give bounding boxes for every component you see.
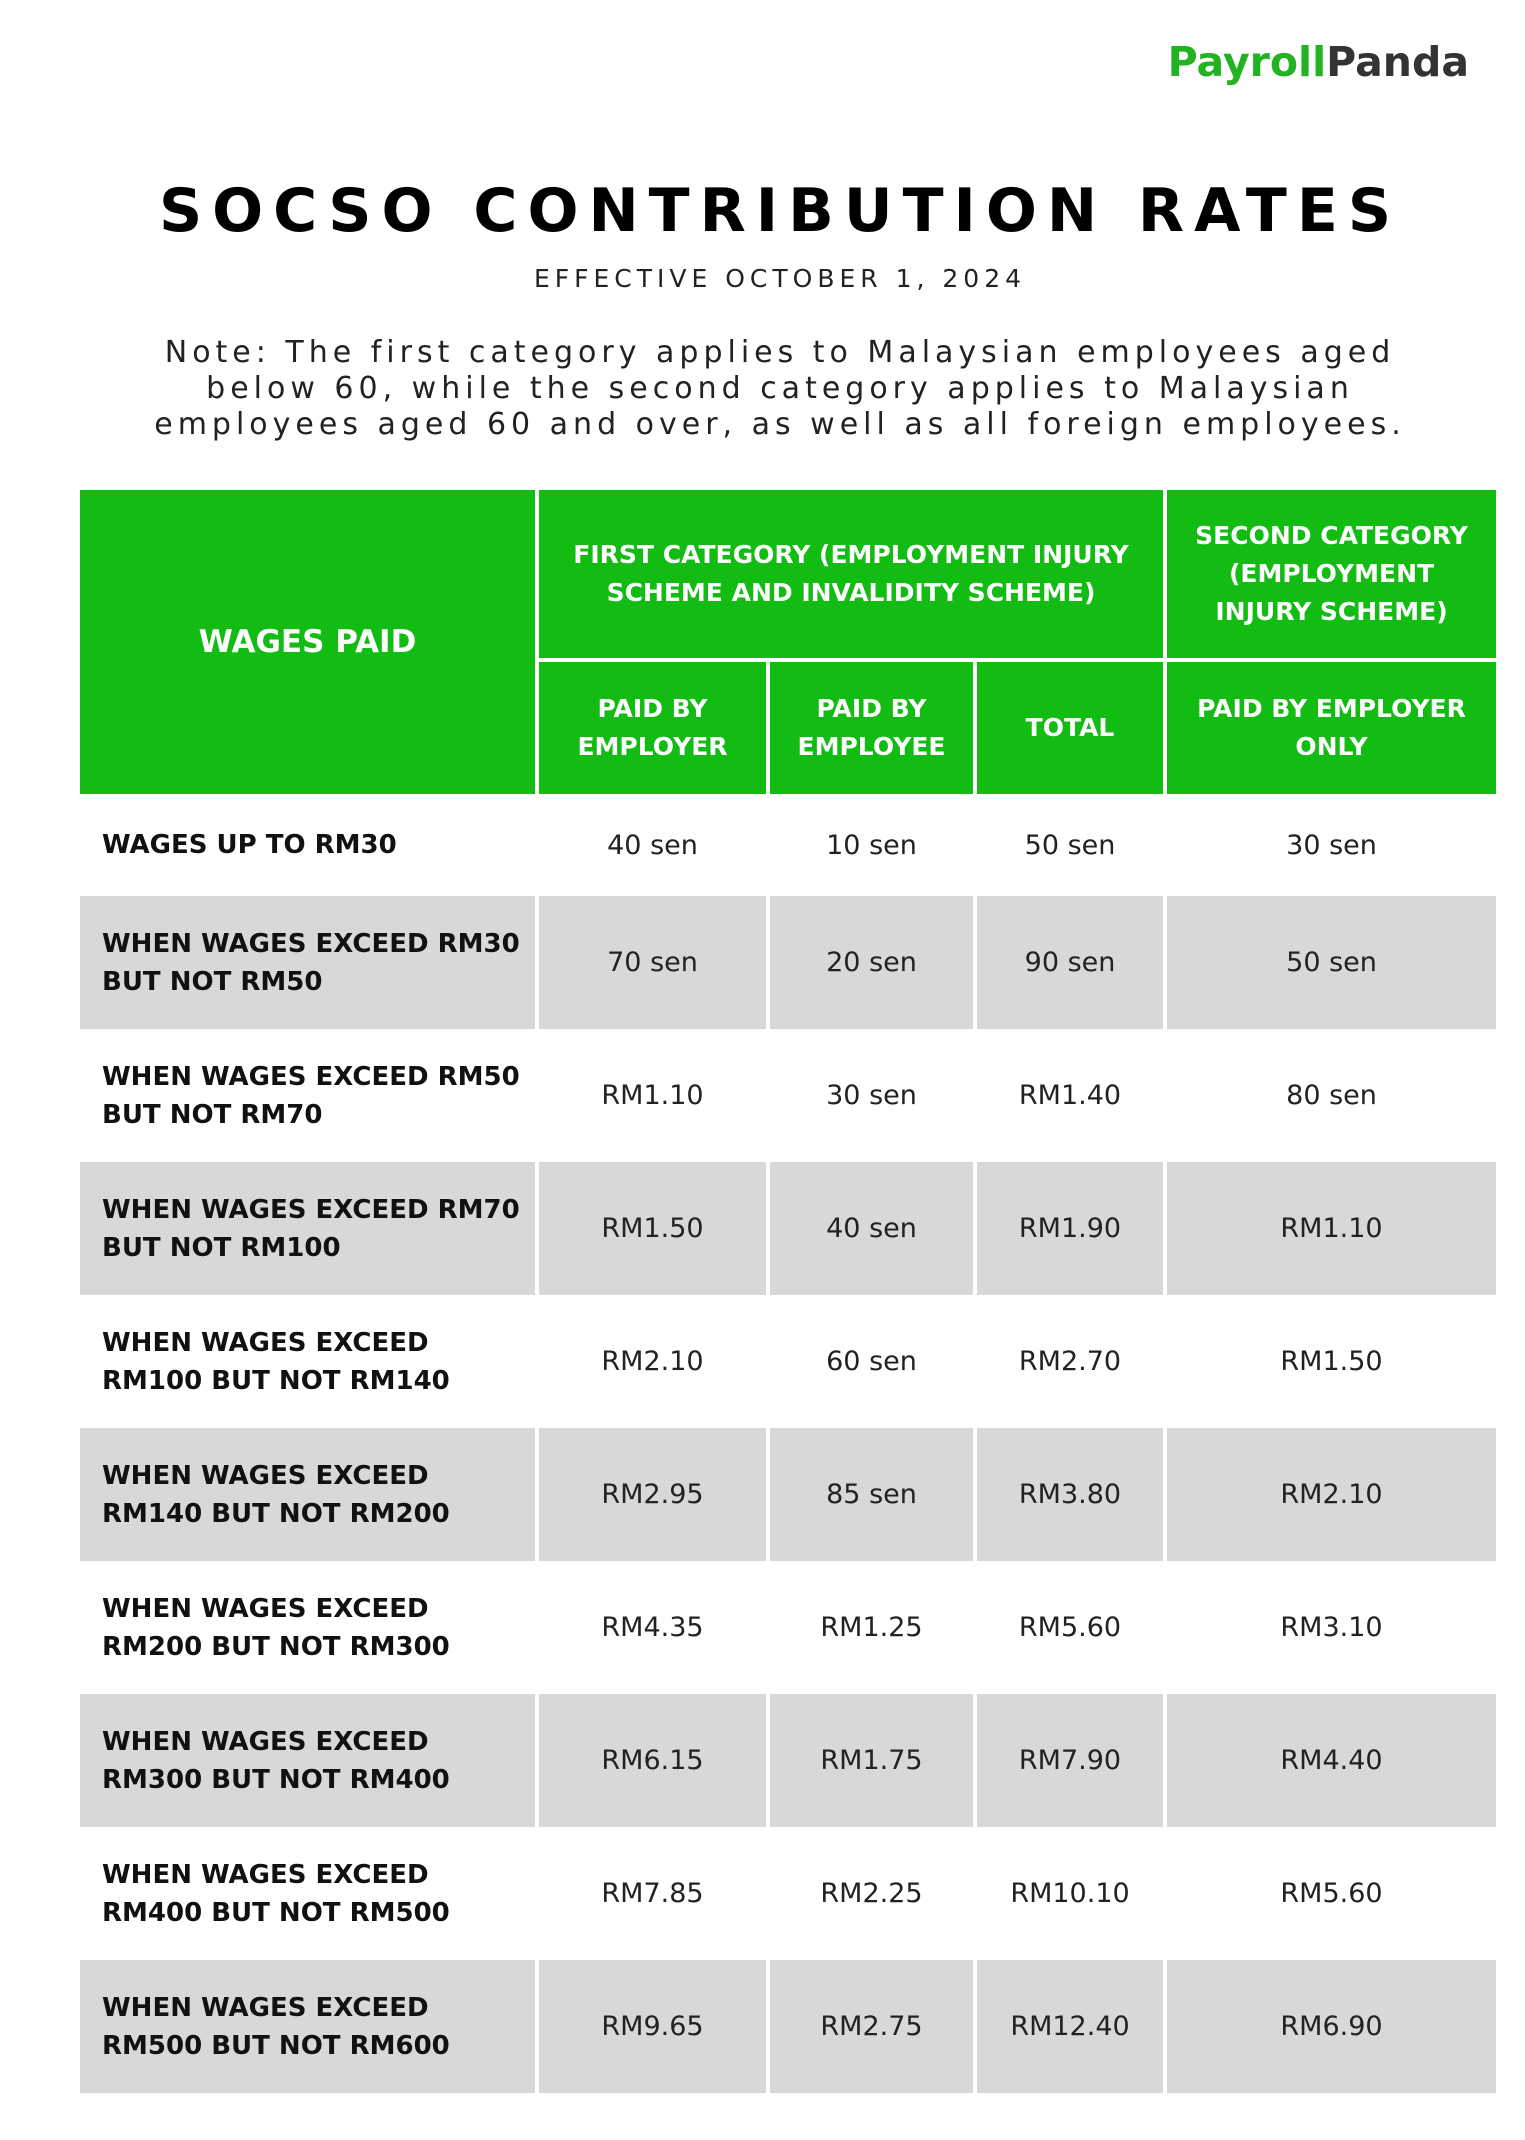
second-category-amount: RM4.40 [1167, 1694, 1496, 1827]
employer-amount: RM6.15 [539, 1694, 766, 1827]
employee-amount: RM2.25 [820, 1878, 923, 1909]
header-paid-by-employer: PAID BY EMPLOYER [539, 662, 766, 794]
employee-amount: 60 sen [826, 1346, 917, 1377]
employer-amount: RM4.35 [601, 1612, 704, 1643]
wages-range: WHEN WAGES EXCEED RM400 BUT NOT RM500 [102, 1859, 450, 1928]
table-row [80, 1827, 1496, 1960]
total-amount: RM1.90 [977, 1162, 1163, 1295]
category-note: Note: The first category applies to Malaysian employees aged below 60, while the second category applies to Malaysian employees aged 60 and over, as well as all foreign employees. [154, 335, 1406, 442]
table-row [80, 1428, 1496, 1561]
employee-amount: 10 sen [826, 829, 917, 861]
effective-date: EFFECTIVE OCTOBER 1, 2024 [533, 264, 1027, 293]
total-amount: RM1.40 [1018, 1080, 1122, 1111]
second-category-amount: RM2.10 [1167, 1428, 1496, 1561]
employee-amount: 85 sen [770, 1428, 973, 1561]
table-row [80, 794, 1496, 896]
logo-text-payroll: Payroll [1167, 38, 1327, 86]
header-paid-by-employer-only: PAID BY EMPLOYER ONLY [1167, 662, 1496, 794]
total-amount: RM5.60 [1018, 1612, 1122, 1643]
employer-amount: 40 sen [607, 829, 698, 861]
payrollpanda-logo [1168, 38, 1469, 86]
total-amount: 50 sen [1024, 829, 1116, 861]
employer-amount: RM1.50 [539, 1162, 766, 1295]
header-total: TOTAL [977, 662, 1163, 794]
employee-amount: 30 sen [826, 1080, 917, 1111]
socso-rates-table [76, 490, 1500, 2093]
header-first-category: FIRST CATEGORY (EMPLOYMENT INJURY SCHEME AND INVALIDITY SCHEME) [539, 490, 1163, 662]
table-row [80, 1960, 1496, 2093]
total-amount: RM3.80 [977, 1428, 1163, 1561]
wages-range: WHEN WAGES EXCEED RM100 BUT NOT RM140 [102, 1327, 450, 1396]
table-row [80, 1295, 1496, 1428]
total-amount: RM12.40 [977, 1960, 1163, 2093]
second-category-amount: RM3.10 [1280, 1612, 1383, 1643]
wages-range: WHEN WAGES EXCEED RM70 BUT NOT RM100 [80, 1162, 535, 1295]
header-paid-by-employee: PAID BY EMPLOYEE [770, 662, 973, 794]
employer-amount: 70 sen [539, 896, 766, 1029]
employer-amount: RM9.65 [539, 1960, 766, 2093]
second-category-amount: RM6.90 [1167, 1960, 1496, 2093]
header-second-category: SECOND CATEGORY (EMPLOYMENT INJURY SCHEME) [1167, 490, 1496, 662]
total-amount: RM2.70 [1018, 1346, 1122, 1377]
wages-range: WHEN WAGES EXCEED RM30 BUT NOT RM50 [80, 896, 535, 1029]
wages-range: WAGES UP TO RM30 [102, 830, 397, 860]
table-row [80, 1162, 1496, 1295]
second-category-amount: 30 sen [1286, 829, 1377, 861]
wages-range: WHEN WAGES EXCEED RM500 BUT NOT RM600 [80, 1960, 535, 2093]
second-category-amount: 50 sen [1167, 896, 1496, 1029]
wages-range: WHEN WAGES EXCEED RM140 BUT NOT RM200 [80, 1428, 535, 1561]
wages-range: WHEN WAGES EXCEED RM300 BUT NOT RM400 [80, 1694, 535, 1827]
employee-amount: 40 sen [770, 1162, 973, 1295]
employer-amount: RM7.85 [601, 1878, 704, 1909]
page-title: SOCSO CONTRIBUTION RATES [158, 176, 1402, 246]
second-category-amount: RM5.60 [1280, 1878, 1383, 1909]
employee-amount: RM1.25 [820, 1612, 923, 1643]
logo-text-panda: Panda [1326, 38, 1469, 86]
second-category-amount: RM1.50 [1280, 1346, 1383, 1377]
second-category-amount: 80 sen [1286, 1080, 1377, 1111]
table-row [80, 896, 1496, 1029]
table-row [80, 1561, 1496, 1694]
employer-amount: RM1.10 [601, 1080, 704, 1111]
header-wages-paid: WAGES PAID [80, 490, 535, 794]
employee-amount: RM1.75 [770, 1694, 973, 1827]
employee-amount: RM2.75 [770, 1960, 973, 2093]
table-row [80, 1694, 1496, 1827]
employee-amount: 20 sen [770, 896, 973, 1029]
wages-range: WHEN WAGES EXCEED RM50 BUT NOT RM70 [102, 1061, 520, 1130]
total-amount: RM7.90 [977, 1694, 1163, 1827]
employer-amount: RM2.10 [601, 1346, 704, 1377]
total-amount: 90 sen [977, 896, 1163, 1029]
total-amount: RM10.10 [1010, 1878, 1130, 1909]
second-category-amount: RM1.10 [1167, 1162, 1496, 1295]
table-row [80, 1029, 1496, 1162]
employer-amount: RM2.95 [539, 1428, 766, 1561]
wages-range: WHEN WAGES EXCEED RM200 BUT NOT RM300 [102, 1593, 450, 1662]
